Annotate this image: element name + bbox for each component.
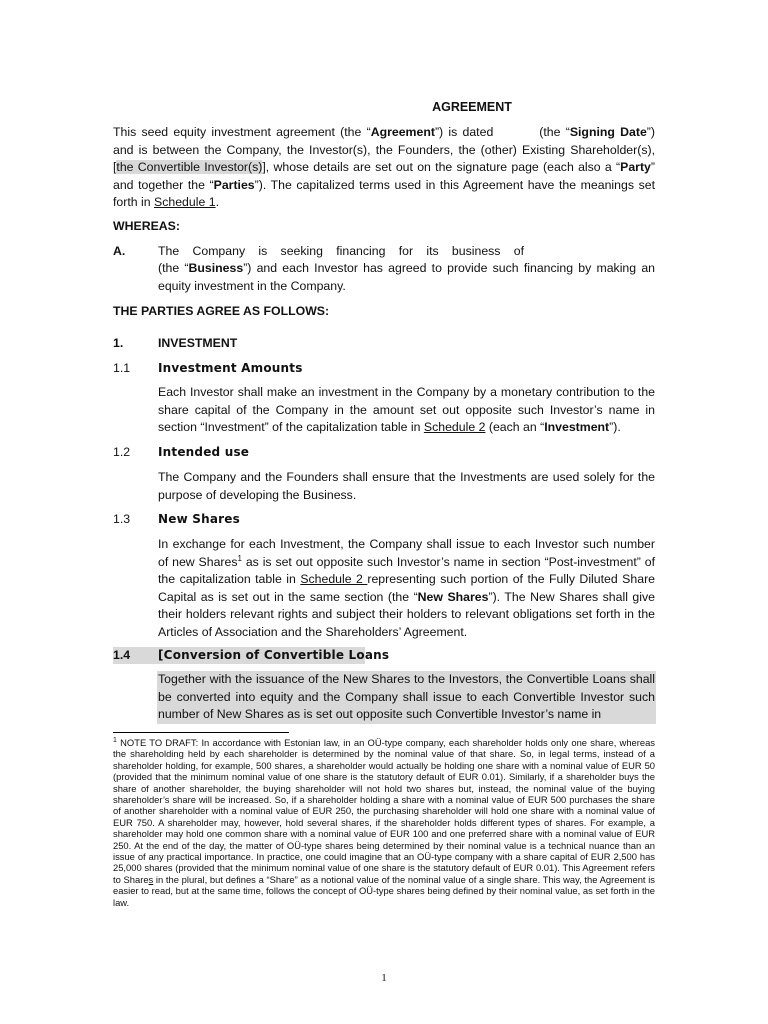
- s13-text-3: representing such portion of the Fully Diluted Share Capital as is set out in the same section (the “: [158, 572, 655, 604]
- new-shares-term: New Shares: [417, 589, 489, 604]
- recital-a-paragraph: [158, 260, 655, 295]
- s11-text-3: ”).: [609, 420, 621, 435]
- parties-term: Parties: [213, 177, 255, 192]
- recital-a-label: A.: [113, 244, 126, 258]
- intro-text-7: ”). The capitalized terms used in this Agreement have the meanings set forth in: [113, 177, 655, 210]
- section-1-number: 1.: [113, 336, 124, 350]
- intro-text-2: ”) is dated: [434, 125, 494, 139]
- footnote-text-1: NOTE TO DRAFT: In accordance with Estonian law, in an OÜ-type company, each shareholder holds only one share, whereas the shareholding held by each shareholder is determined by the nominal value of that share. So, in legal terms, instead of a shareholder holding, for example, 500 shares, a shareholder would actually be holding one share with a nominal value of EUR 50 (provided that the minimum nominal value of one share is the statutory default of EUR 0.01). Similarly, if a shareholder buys the share of another shareholder, the buying shareholder will not hold two shares but, instead, the nominal value of the buying shareholder’s share will be increased. So, if a shareholder holding a share with a nominal value of EUR 500 purchases the share of another shareholder with a nominal value of EUR 250, the purchasing shareholder will hold one share with a nominal value of EUR 750. A shareholder may, however, hold several shares, if the shareholder holds different types of shares. For example, a shareholder may hold one common share with a nominal value of EUR 100 and one preferred share with a nominal value of EUR 250. At the end of the day, the matter of OÜ-type shares being determined by their nominal value is a technical nuance than an issue of any practical importance. In practice, one could imagine that an OÜ-type company with a share capital of EUR 2,500 has 25,000 shares (provided that the minimum nominal value of one share is the statutory default of EUR 0.01). This Agreement refers to Share: [113, 737, 655, 885]
- convertible-investors-highlight: the Convertible Investor(s): [116, 160, 263, 175]
- s11-text-2: (each an “: [485, 420, 545, 435]
- section-1-title: INVESTMENT: [158, 336, 238, 350]
- intro-text-4: ”) and is between the Company, the Investor(s), the Founders, the (other) Existing Shareholder(s), [: [113, 125, 655, 175]
- agreement-title: AGREEMENT: [432, 100, 512, 114]
- investment-term: Investment: [544, 420, 610, 435]
- section-1-3-number: 1.3: [113, 512, 131, 526]
- recital-a-line-1: The Company is seeking financing for its business of: [158, 244, 524, 258]
- signing-date-term: Signing Date: [569, 125, 647, 139]
- business-term: Business: [188, 261, 244, 275]
- section-1-1-paragraph: [158, 384, 655, 437]
- intro-paragraph: [113, 124, 655, 212]
- footnote-text-2: in the plural, but defines a “Share” as a notional value of the nominal value of a single share. This way, the Agreement is easier to read, but at the same time, follows the concept of OÜ-type shares being defined by their nominal value, as set forth in the law.: [113, 873, 655, 908]
- s13-text-4: ”). The New Shares shall give their holders relevant rights and subject their holders to relevant obligations set forth in the Articles of Association and the Shareholders’ Agreement.: [158, 589, 655, 639]
- section-1-2-number: 1.2: [113, 445, 131, 459]
- schedule-2-link-2: Schedule 2: [300, 572, 368, 587]
- section-1-1-number: 1.1: [113, 361, 131, 375]
- section-1-4-number: 1.4: [113, 648, 131, 662]
- intro-text-6: ” and together the “: [113, 160, 655, 192]
- recital-text-1: (the “: [158, 261, 189, 275]
- agreement-term: Agreement: [370, 125, 435, 139]
- footnote-1: [113, 737, 655, 908]
- page-number: 1: [381, 972, 387, 984]
- footnote-underlined-s: s: [148, 873, 154, 885]
- section-1-2-paragraph: The Company and the Founders shall ensure that the Investments are used solely for the purpose of developing the Business.: [158, 470, 655, 502]
- s13-text-2: as is set out opposite such Investor’s name in section “Post-investment” of the capitalization table in: [158, 554, 655, 587]
- intro-text-3: (the “: [539, 125, 570, 139]
- section-1-3-title: New Shares: [158, 512, 240, 526]
- whereas-heading: WHEREAS:: [113, 219, 180, 233]
- intro-text-8: .: [215, 195, 219, 210]
- schedule-2-link: Schedule 2: [423, 420, 486, 435]
- party-term: Party: [620, 160, 651, 175]
- section-1-1-title: Investment Amounts: [158, 361, 303, 375]
- footnote-separator: [113, 732, 289, 733]
- s11-text-1: Each Investor shall make an investment in the Company by a monetary contribution to the share capital of the Company in the amount set out opposite such Investor’s name in section “Investment” of the capitalization table in: [158, 385, 655, 435]
- intro-text-5: ], whose details are set out on the signature page (each also a “: [262, 160, 621, 175]
- footnote-number: 1: [113, 736, 117, 744]
- section-1-4-title: [Conversion of Convertible Loans: [158, 648, 390, 662]
- footnote-reference[interactable]: 1: [237, 553, 242, 563]
- recital-text-2: ”) and each Investor has agreed to provide such financing by making an equity investment in the Company.: [158, 261, 655, 293]
- s13-text-1: In exchange for each Investment, the Company shall issue to each Investor such number of new Shares: [158, 537, 655, 569]
- intro-text-1: This seed equity investment agreement (the “: [113, 125, 371, 139]
- schedule-1-link: Schedule 1: [154, 195, 216, 210]
- agree-heading: THE PARTIES AGREE AS FOLLOWS:: [113, 304, 330, 318]
- section-1-3-paragraph: [158, 536, 655, 642]
- section-1-2-title: Intended use: [158, 445, 250, 459]
- section-1-4-paragraph: Together with the issuance of the New Shares to the Investors, the Convertible Loans shall be converted into equity and the Company shall issue to each Convertible Investor such number of New Shares as is set out opposite such Convertible Investor’s name in: [158, 672, 655, 722]
